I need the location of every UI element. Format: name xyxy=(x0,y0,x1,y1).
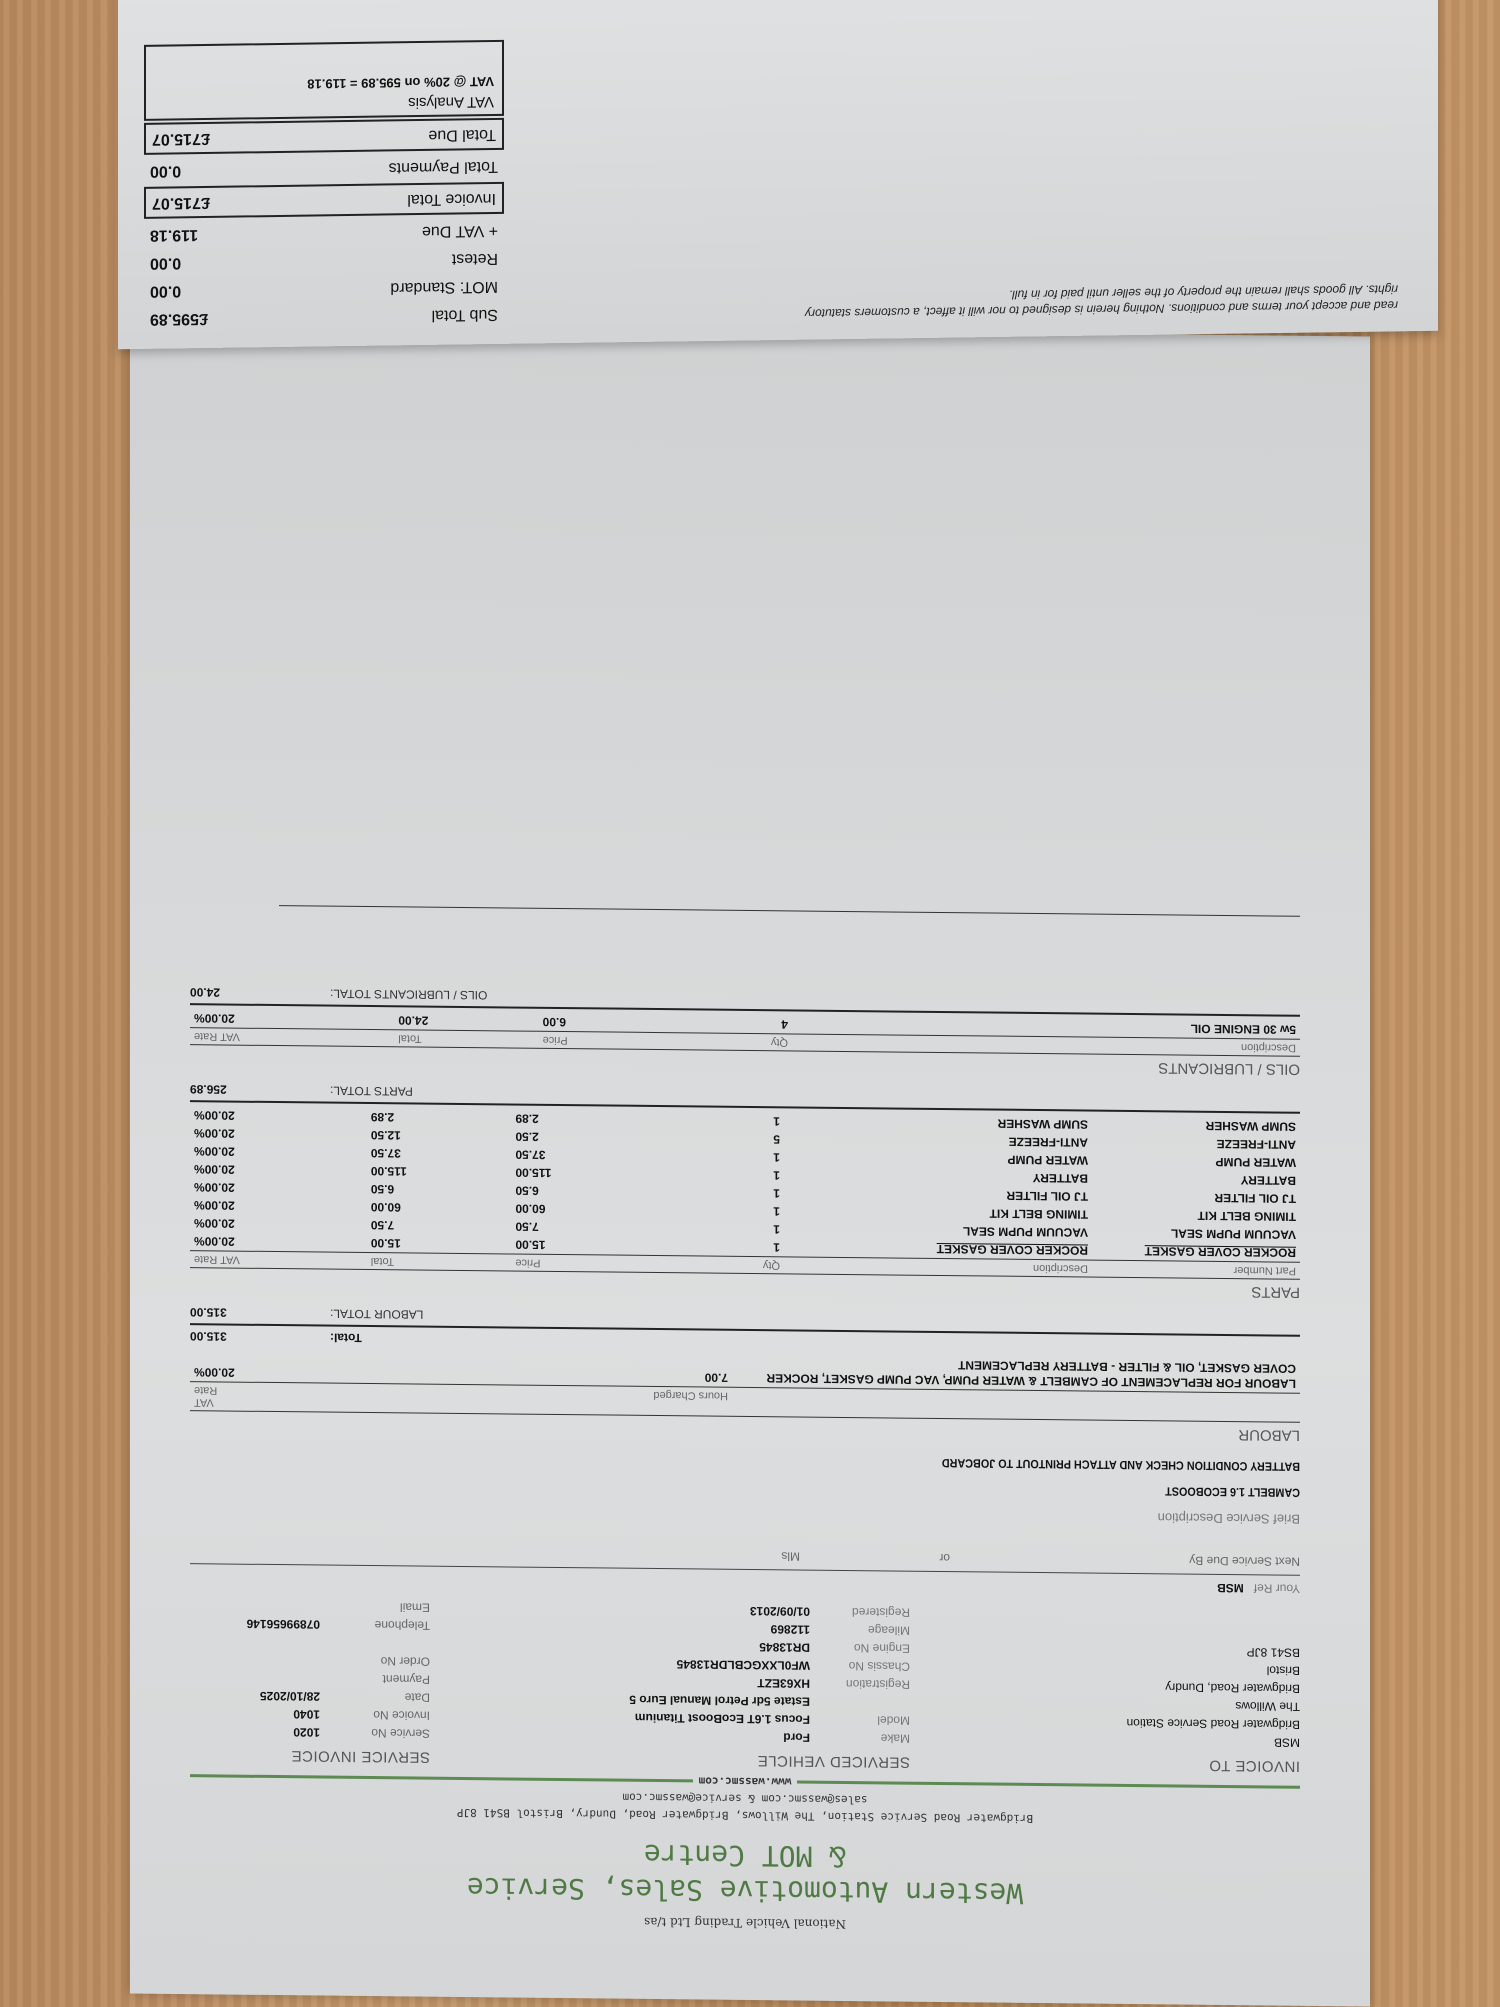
invoice-field: Service No 1020 xyxy=(293,1725,430,1741)
website: www.wassmc.com xyxy=(698,1774,792,1789)
invoice-to-line: Bridgwater Road Service Station xyxy=(1126,1715,1300,1732)
total-row-mot: MOT: Standard 0.00 xyxy=(150,277,498,300)
invoice-to-heading: INVOICE TO xyxy=(1208,1756,1300,1775)
vehicle-field: Estate 5dr Petrol Manual Euro 5 xyxy=(629,1692,810,1709)
invoice-to-line: MSB xyxy=(1273,1735,1300,1750)
vehicle-field: Registration HX63EZT xyxy=(757,1676,910,1692)
end-divider xyxy=(279,905,1300,917)
table-row: ROCKER COVER GASKET ROCKER COVER GASKET 1 15.00 15.00 20.00% xyxy=(190,1232,1300,1262)
invoice-to-line: Bristol xyxy=(1266,1663,1300,1678)
service-invoice-block xyxy=(190,1596,430,1766)
oils-heading: OILS / LUBRICANTS xyxy=(190,1044,1300,1078)
invoice-field: Order No xyxy=(380,1654,430,1669)
labour-table xyxy=(190,1347,1300,1422)
total-row-retest: Retest 0.00 xyxy=(150,249,498,272)
table-row: WATER PUMP WATER PUMP 1 37.50 37.50 20.00% xyxy=(194,1144,1296,1170)
invoice-to-block xyxy=(920,1604,1300,1775)
oils-table: Description Qty Price Total VAT Rate 5w 30 ENGINE OIL 4 6.00 24.00 20.00% xyxy=(190,1009,1300,1056)
table-row: TJ OIL FILTER TJ OIL FILTER 1 6.50 6.50 20.00% xyxy=(194,1180,1296,1206)
invoice-to-line: BS41 8JP xyxy=(1246,1645,1300,1660)
your-ref: Your Ref MSB xyxy=(190,1563,1300,1596)
table-row: VACUUM PUPM SEAL VACUUM PUPM SEAL 1 7.50 7.50 20.00% xyxy=(194,1216,1296,1242)
labour-vat: 20.00% xyxy=(190,1347,391,1384)
labour-line-total: Total: 315.00 xyxy=(190,1329,362,1345)
totals-panel xyxy=(144,40,504,333)
total-row-subtotal: Sub Total £595.89 xyxy=(150,305,498,328)
company-emails: sales@wassmc.com & service@wassmc.com xyxy=(622,1790,868,1807)
oils-total: OILS / LUBRICANTS TOTAL: 24.00 xyxy=(190,985,1300,1017)
table-row: ANTI-FREEZE ANTI-FREEZE 5 2.50 12.50 20.00% xyxy=(194,1126,1296,1152)
total-row-total-payments: Total Payments 0.00 xyxy=(150,157,498,180)
vat-analysis-box: VAT Analysis VAT @ 20% on 595.89 = 119.18 xyxy=(144,40,504,121)
vehicle-field: Engine No DR13845 xyxy=(759,1640,910,1656)
green-divider xyxy=(797,1780,1300,1788)
labour-hours: 7.00 xyxy=(391,1349,732,1387)
invoice-to-line: Bridgwater Road, Dundry xyxy=(1165,1680,1300,1696)
invoice-field: Email xyxy=(399,1600,430,1615)
total-row-vat-due: + VAT Due 119.18 xyxy=(150,221,498,244)
vehicle-field: Model Focus 1.6T EcoBoost Titanium xyxy=(634,1710,910,1728)
serviced-vehicle-block xyxy=(440,1599,910,1771)
next-service: Next Service Due By or Mls xyxy=(781,1549,1300,1569)
invoice-footer-rotated xyxy=(118,0,1438,349)
company-name: Western Automotive Sales, Service & MOT Centre xyxy=(466,1837,1024,1910)
table-row: BATTERY BATTERY 1 115.00 115.00 20.00% xyxy=(194,1162,1296,1188)
labour-total: LABOUR TOTAL: 315.00 xyxy=(190,1305,1300,1337)
trading-as: National Vehicle Trading Ltd t/as xyxy=(644,1914,846,1932)
parts-table: Part Number Description Qty Price Total VAT Rate ROCKER COVER GASKET ROCKER COVER GASKET 1 15.00 15.00 20.00% VACUUM PUPM SEAL VACUUM PUPM SEAL 1 7.50 7.50 20.00% TIMING BELT KIT TIMING BELT KIT 1 60.00 60.00 20.00% TJ OIL FILTER TJ OIL FILTER 1 6.50 6.50 20.00% BATTERY BATTERY 1 115.00 115.00 20.00% WATER PUMP WATER PUMP 1 37.50 37.50 20.00% ANTI-FREEZE ANTI-FREEZE 5 2.50 12.50 20.00% SUMP WASHER SUMP WASHER 1 2.89 2.89 20.00% xyxy=(190,1106,1300,1279)
invoice-field xyxy=(190,1632,430,1653)
invoice-header-grid xyxy=(190,1596,1300,1775)
service-invoice-heading: SERVICE INVOICE xyxy=(291,1747,430,1766)
serviced-vehicle-heading: SERVICED VEHICLE xyxy=(757,1752,910,1771)
invoice-to-line: The Willows xyxy=(1235,1699,1300,1714)
labour-col-hours: Hours Charged xyxy=(653,1388,728,1402)
invoice-footer xyxy=(118,0,1438,349)
brief-description-line: CAMBELT 1.6 ECOBOOST xyxy=(1165,1484,1300,1500)
invoice-sheet xyxy=(130,324,1370,2007)
invoice-field: Telephone 07899656146 xyxy=(246,1616,430,1633)
vehicle-field: Chassis No WF0LXXGCBLDR13845 xyxy=(676,1657,910,1674)
company-address: Bridgwater Road Service Station, The Willows, Bridgwater Road, Dundry, Bristol BS41 8JP xyxy=(456,1805,1034,1825)
invoice-field: Invoice No 1040 xyxy=(293,1707,430,1723)
parts-heading: PARTS xyxy=(190,1267,1300,1301)
table-row: 5w 30 ENGINE OIL 4 6.00 24.00 20.00% xyxy=(190,1009,1300,1039)
parts-total: PARTS TOTAL: 256.89 xyxy=(190,1082,1300,1114)
invoice-field: Payment xyxy=(382,1672,430,1687)
vehicle-field: Make Ford xyxy=(783,1730,910,1746)
terms-text: read and accept your terms and conditions. Nothing herein is designed to nor will it affect, a customers statutory rights. All goods shall remain the property of the seller until paid for in full. xyxy=(805,282,1398,321)
labour-description: LABOUR FOR REPLACEMENT OF CAMBELT & WATER PUMP, VAC PUMP GASKET, ROCKER COVER GASKET, OIL & FILTER - BATTERY REPLACEMENT xyxy=(732,1353,1300,1393)
green-divider xyxy=(190,1774,693,1782)
table-row: SUMP WASHER SUMP WASHER 1 2.89 2.89 20.00% xyxy=(194,1108,1296,1134)
table-row: TIMING BELT KIT TIMING BELT KIT 1 60.00 60.00 20.00% xyxy=(194,1198,1296,1224)
brief-description-heading: Brief Service Description xyxy=(1157,1510,1300,1527)
invoice-sheet-rotated xyxy=(130,324,1370,2007)
invoice-field: Date 28/10/2025 xyxy=(259,1688,430,1705)
total-row-total-due: Total Due £715.07 xyxy=(144,118,504,155)
vehicle-field: Mileage 112869 xyxy=(770,1622,910,1638)
total-row-invoice-total: Invoice Total £715.07 xyxy=(144,182,504,219)
labour-col-vat-rate: VAT Rate xyxy=(194,1384,218,1409)
vehicle-field: Registered 01/09/2013 xyxy=(749,1603,910,1620)
brief-description-line: BATTERY CONDITION CHECK AND ATTACH PRINTOUT TO JOBCARD xyxy=(941,1456,1300,1474)
labour-heading: LABOUR xyxy=(190,1410,1300,1444)
